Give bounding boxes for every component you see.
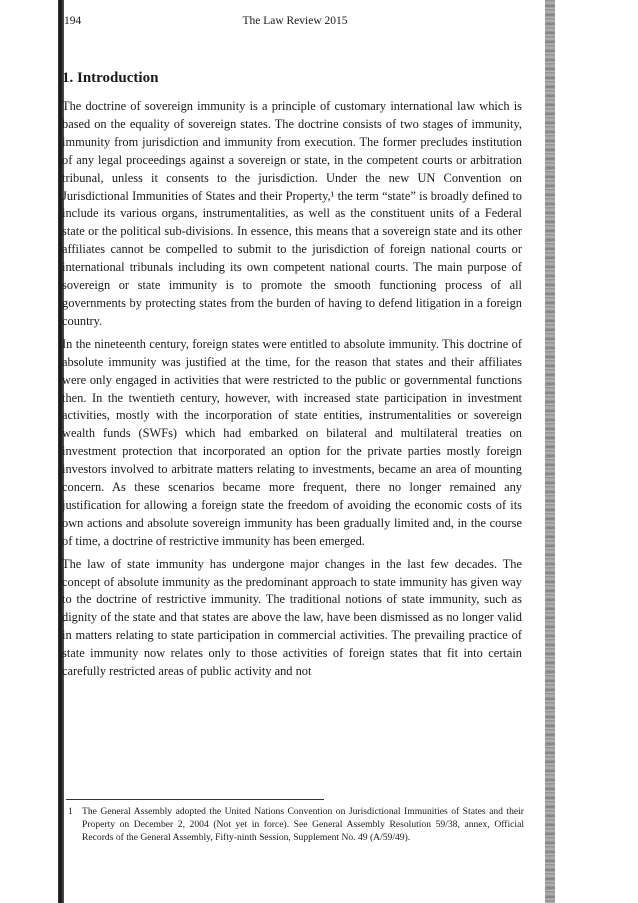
scan-edge-right bbox=[545, 0, 555, 903]
body-text bbox=[62, 98, 522, 686]
section-title: Introduction bbox=[77, 70, 159, 86]
running-title: The Law Review 2015 bbox=[242, 15, 348, 27]
page-number: 194 bbox=[64, 15, 82, 27]
footnote bbox=[68, 805, 524, 845]
page-header bbox=[64, 13, 526, 29]
paragraph-1: The doctrine of sovereign immunity is a principle of customary international law which is based on the equality of sovereign states. The doctrine consists of two stages of immunity, immunity from jurisdiction and immunity from execution. The former precludes institution of any legal proceedings against a sovereign or state, in the competent courts or arbitration tribunal, unless it consents to the jurisdiction. Under the new UN Convention on Jurisdictional Immunities of States and their Property,¹ the term “state” is broadly defined to include its various organs, instrumentalities, as well as the constituent units of a Federal state or the political sub-divisions. In essence, this means that a sovereign state and its other affiliates cannot be compelled to submit to the jurisdiction of foreign national courts or international tribunals including its own competent national courts. The main purpose of sovereign or state immunity is to promote the smooth functioning process of all governments by protecting states from the burden of having to defend litigation in a foreign country. bbox=[62, 99, 522, 328]
footnote-text: The General Assembly adopted the United Nations Convention on Jurisdictional Immunities of States and their Property on December 2, 2004 (Not yet in force). See General Assembly Resolution 59/38, annex, Official Records of the General Assembly, Fifty-ninth Session, Supplement No. 49 (A/59/49). bbox=[82, 806, 524, 844]
paragraph-3: The law of state immunity has undergone major changes in the last few decades. The concept of absolute immunity as the predominant approach to state immunity has given way to the doctrine of restrictive immunity. The traditional notions of state immunity, such as dignity of the state and that states are above the law, have been dismissed as no longer valid in matters relating to state participation in commercial activities. The prevailing practice of state immunity now relates only to those activities of foreign states that fit into certain carefully restricted areas of public activity and not bbox=[62, 556, 522, 679]
footnote-marker: 1 bbox=[68, 806, 73, 817]
section-heading bbox=[62, 70, 158, 87]
section-number: 1. bbox=[62, 70, 74, 86]
footnote-separator bbox=[66, 799, 324, 800]
paragraph-2: In the nineteenth century, foreign states were entitled to absolute immunity. This doctrine of absolute immunity was justified at the time, for the reason that states and their affiliates were only engaged in activities that were restricted to the public or governmental functions then. In the twentieth century, however, with increased state participation in investment activities, mostly with the incorporation of state entities, instrumentalities or sovereign wealth funds (SWFs) which had embarked on bilateral and multilateral treaties on investment protection that incorporated an option for the private parties mostly foreign investors involved to arbitrate matters relating to investments, became an area of mounting concern. As these scenarios became more frequent, there no longer remained any justification for allowing a foreign state the freedom of avoiding the economic costs of its own actions and absolute sovereign immunity has been gradually limited and, in the course of time, a doctrine of restrictive immunity has been emerged. bbox=[62, 336, 522, 548]
